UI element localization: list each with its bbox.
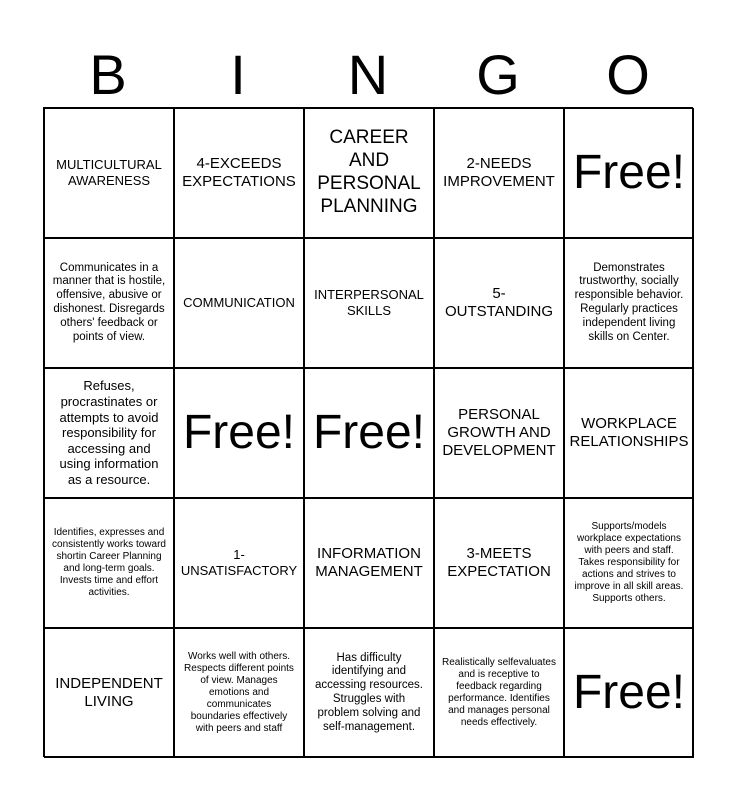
header-letter-g: G	[476, 43, 520, 106]
bingo-header	[43, 40, 693, 110]
header-letter-b: B	[89, 43, 127, 106]
bingo-cell: 4-EXCEEDS EXPECTATIONS	[174, 108, 304, 238]
bingo-cell: Refuses, procrastinates or attempts to avoid responsibility for accessing and using information as a resource.	[44, 368, 174, 498]
free-space: Free!	[304, 368, 434, 498]
bingo-cell: 5-OUTSTANDING	[434, 238, 564, 368]
free-space: Free!	[564, 108, 694, 238]
bingo-grid	[43, 107, 693, 757]
free-space: Free!	[174, 368, 304, 498]
bingo-cell: Identifies, expresses and consistently works toward shortin Career Planning and long-term goals. Invests time and effort activities.	[44, 498, 174, 628]
bingo-cell: INTERPERSONAL SKILLS	[304, 238, 434, 368]
bingo-cell: Works well with others. Respects different points of view. Manages emotions and communicates boundaries effectively with peers and staff	[174, 628, 304, 758]
bingo-cell: Communicates in a manner that is hostile, offensive, abusive or dishonest. Disregards others' feedback or points of view.	[44, 238, 174, 368]
bingo-cell: PERSONAL GROWTH AND DEVELOPMENT	[434, 368, 564, 498]
bingo-cell: Supports/models workplace expectations with peers and staff. Takes responsibility for actions and strives to improve in all skill areas. Supports others.	[564, 498, 694, 628]
bingo-cell: INDEPENDENT LIVING	[44, 628, 174, 758]
bingo-cell: COMMUNICATION	[174, 238, 304, 368]
header-letter-o: O	[606, 43, 650, 106]
header-letter-n: N	[347, 43, 389, 106]
bingo-cell: 1-UNSATISFACTORY	[174, 498, 304, 628]
bingo-cell: INFORMATION MANAGEMENT	[304, 498, 434, 628]
free-space: Free!	[564, 628, 694, 758]
bingo-cell: 3-MEETS EXPECTATION	[434, 498, 564, 628]
bingo-cell: WORKPLACE RELATIONSHIPS	[564, 368, 694, 498]
bingo-cell: Has difficulty identifying and accessing resources. Struggles with problem solving and self-management.	[304, 628, 434, 758]
header-letter-i: I	[230, 43, 246, 106]
bingo-cell: 2-NEEDS IMPROVEMENT	[434, 108, 564, 238]
bingo-cell: CAREER AND PERSONAL PLANNING	[304, 108, 434, 238]
bingo-cell: MULTICULTURAL AWARENESS	[44, 108, 174, 238]
bingo-cell: Realistically selfevaluates and is receptive to feedback regarding performance. Identifies and manages personal needs effectively.	[434, 628, 564, 758]
bingo-cell: Demonstrates trustworthy, socially responsible behavior. Regularly practices independent living skills on Center.	[564, 238, 694, 368]
